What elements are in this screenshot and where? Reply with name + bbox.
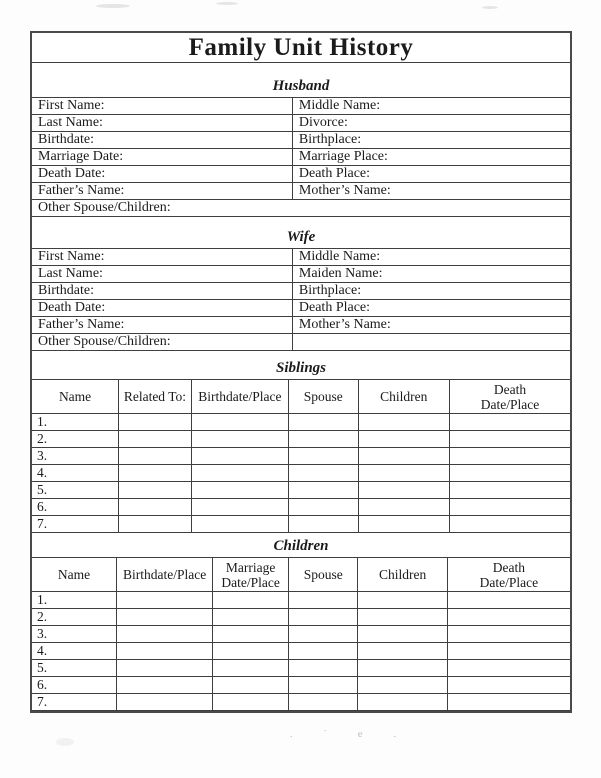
blank-fill-cell [289, 482, 358, 499]
blank-fill-cell [116, 609, 212, 626]
section-header-wife: Wife [286, 229, 316, 245]
field-row [32, 266, 570, 283]
row-number-cell: 3. [32, 626, 116, 643]
field-label: Birthdate: [32, 283, 292, 300]
blank-fill-cell [191, 516, 288, 533]
table-row [32, 643, 570, 660]
field-label: Middle Name: [292, 98, 570, 115]
table-row [32, 414, 570, 431]
blank-fill-cell [289, 609, 358, 626]
field-row [32, 300, 570, 317]
column-header-label: Name [57, 567, 91, 582]
wife-fields-table [32, 248, 570, 351]
field-label: Divorce: [292, 115, 570, 132]
column-header-label: Children [379, 567, 427, 582]
blank-fill-cell [358, 431, 449, 448]
blank-fill-cell [191, 431, 288, 448]
table-row [32, 660, 570, 677]
blank-fill-cell [447, 592, 570, 609]
field-label: Birthplace: [292, 132, 570, 149]
field-row [32, 166, 570, 183]
field-label: Father’s Name: [32, 183, 292, 200]
blank-fill-cell [289, 677, 358, 694]
field-row [32, 249, 570, 266]
column-header-label: Birthdate/Place [122, 567, 207, 582]
blank-fill-cell [358, 694, 447, 711]
column-header [213, 558, 289, 592]
blank-fill-cell [447, 694, 570, 711]
table-row [32, 465, 570, 482]
husband-fields-table [32, 97, 570, 217]
field-label: Death Date: [32, 300, 292, 317]
column-header-label: Birthdate/Place [198, 389, 282, 404]
blank-fill-cell [119, 482, 192, 499]
blank-fill-cell [289, 643, 358, 660]
field-label: Middle Name: [292, 249, 570, 266]
family-unit-history-form [30, 31, 572, 713]
blank-fill-cell [358, 448, 449, 465]
blank-fill-cell [447, 626, 570, 643]
blank-fill-cell [449, 499, 570, 516]
field-label: Death Place: [292, 300, 570, 317]
blank-fill-cell [116, 626, 212, 643]
blank-fill-cell [213, 626, 289, 643]
column-header [32, 380, 119, 414]
blank-fill-cell [116, 592, 212, 609]
row-number-cell: 3. [32, 448, 119, 465]
field-label: Marriage Place: [292, 149, 570, 166]
table-row [32, 448, 570, 465]
field-row [32, 317, 570, 334]
blank-fill-cell [358, 609, 447, 626]
row-number-cell: 5. [32, 660, 116, 677]
blank-fill-cell [289, 592, 358, 609]
field-label: Last Name: [32, 115, 292, 132]
blank-fill-cell [449, 465, 570, 482]
blank-fill-cell [289, 626, 358, 643]
scan-artifact [216, 2, 238, 5]
blank-fill-cell [116, 660, 212, 677]
field-label: Death Place: [292, 166, 570, 183]
blank-fill-cell [449, 448, 570, 465]
column-header [358, 558, 447, 592]
field-label: Maiden Name: [292, 266, 570, 283]
blank-fill-cell [289, 448, 358, 465]
column-header [449, 380, 570, 414]
field-row [32, 132, 570, 149]
field-row [32, 200, 570, 217]
blank-fill-cell [358, 643, 447, 660]
table-row [32, 431, 570, 448]
table-row [32, 677, 570, 694]
blank-fill-cell [213, 592, 289, 609]
column-header-label: Spouse [303, 389, 343, 404]
section-header-children: Children [273, 538, 329, 554]
blank-fill-cell [191, 499, 288, 516]
blank-fill-cell [449, 431, 570, 448]
column-header [116, 558, 212, 592]
children-header-row [32, 558, 570, 592]
row-number-cell: 7. [32, 516, 119, 533]
blank-fill-cell [213, 677, 289, 694]
row-number-cell: 7. [32, 694, 116, 711]
row-number-cell: 4. [32, 643, 116, 660]
blank-fill-cell [213, 643, 289, 660]
blank-fill-cell [116, 643, 212, 660]
row-number-cell: 5. [32, 482, 119, 499]
table-row [32, 592, 570, 609]
page-title: Family Unit History [32, 33, 570, 63]
blank-fill-cell [191, 448, 288, 465]
column-header-label: Children [380, 389, 428, 404]
field-label: First Name: [32, 98, 292, 115]
field-label: Other Spouse/Children: [32, 334, 292, 351]
field-row [32, 149, 570, 166]
field-label: Last Name: [32, 266, 292, 283]
blank-fill-cell [358, 677, 447, 694]
row-number-cell: 4. [32, 465, 119, 482]
blank-fill-cell [358, 414, 449, 431]
row-number-cell: 6. [32, 677, 116, 694]
siblings-table [32, 379, 570, 533]
children-table [32, 557, 570, 711]
blank-fill-cell [358, 592, 447, 609]
field-label: Marriage Date: [32, 149, 292, 166]
scan-artifact-footer: . ˙ e . [289, 728, 411, 740]
scan-artifact [56, 738, 74, 746]
column-header-label: Death Date/Place [479, 559, 539, 590]
blank-fill-cell [358, 482, 449, 499]
blank-fill-cell [289, 499, 358, 516]
table-row [32, 626, 570, 643]
blank-fill-cell [119, 465, 192, 482]
column-header-label: Name [58, 389, 92, 404]
blank-fill-cell [191, 465, 288, 482]
table-row [32, 516, 570, 533]
column-header-label: Death Date/Place [480, 381, 540, 412]
column-header [447, 558, 570, 592]
blank-fill-cell [213, 660, 289, 677]
blank-fill-cell [447, 660, 570, 677]
blank-fill-cell [119, 499, 192, 516]
blank-fill-cell [292, 334, 570, 351]
table-row [32, 609, 570, 626]
field-row [32, 98, 570, 115]
blank-fill-cell [119, 431, 192, 448]
row-number-cell: 1. [32, 592, 116, 609]
column-header [289, 380, 358, 414]
field-label-other-spouse-children: Other Spouse/Children: [32, 200, 570, 217]
row-number-cell: 2. [32, 609, 116, 626]
blank-fill-cell [358, 499, 449, 516]
column-header-label: Marriage Date/Place [221, 559, 280, 590]
field-row [32, 283, 570, 300]
column-header [32, 558, 116, 592]
blank-fill-cell [289, 414, 358, 431]
table-row [32, 499, 570, 516]
blank-fill-cell [191, 482, 288, 499]
section-header-siblings: Siblings [275, 360, 327, 376]
blank-fill-cell [289, 465, 358, 482]
table-row [32, 482, 570, 499]
blank-fill-cell [358, 626, 447, 643]
column-header-label: Related To: [123, 389, 186, 404]
scan-artifact [482, 6, 498, 9]
blank-fill-cell [358, 516, 449, 533]
field-row [32, 334, 570, 351]
section-header-husband: Husband [272, 78, 330, 94]
blank-fill-cell [447, 677, 570, 694]
blank-fill-cell [449, 516, 570, 533]
blank-fill-cell [191, 414, 288, 431]
row-number-cell: 2. [32, 431, 119, 448]
field-row [32, 115, 570, 132]
column-header-label: Spouse [303, 567, 343, 582]
field-label: Birthplace: [292, 283, 570, 300]
column-header [119, 380, 192, 414]
blank-fill-cell [289, 516, 358, 533]
table-row [32, 694, 570, 711]
blank-fill-cell [119, 414, 192, 431]
blank-fill-cell [116, 694, 212, 711]
blank-fill-cell [358, 465, 449, 482]
blank-fill-cell [449, 482, 570, 499]
field-label: Father’s Name: [32, 317, 292, 334]
scan-artifact [96, 4, 130, 8]
field-label: Mother’s Name: [292, 183, 570, 200]
blank-fill-cell [447, 643, 570, 660]
field-label: Death Date: [32, 166, 292, 183]
blank-fill-cell [119, 448, 192, 465]
blank-fill-cell [213, 609, 289, 626]
row-number-cell: 1. [32, 414, 119, 431]
column-header [191, 380, 288, 414]
blank-fill-cell [449, 414, 570, 431]
field-label: Mother’s Name: [292, 317, 570, 334]
column-header [358, 380, 449, 414]
blank-fill-cell [119, 516, 192, 533]
blank-fill-cell [289, 694, 358, 711]
field-label: First Name: [32, 249, 292, 266]
row-number-cell: 6. [32, 499, 119, 516]
blank-fill-cell [358, 660, 447, 677]
blank-fill-cell [447, 609, 570, 626]
blank-fill-cell [116, 677, 212, 694]
column-header [289, 558, 358, 592]
field-row [32, 183, 570, 200]
blank-fill-cell [289, 431, 358, 448]
siblings-header-row [32, 380, 570, 414]
blank-fill-cell [289, 660, 358, 677]
blank-fill-cell [213, 694, 289, 711]
field-label: Birthdate: [32, 132, 292, 149]
